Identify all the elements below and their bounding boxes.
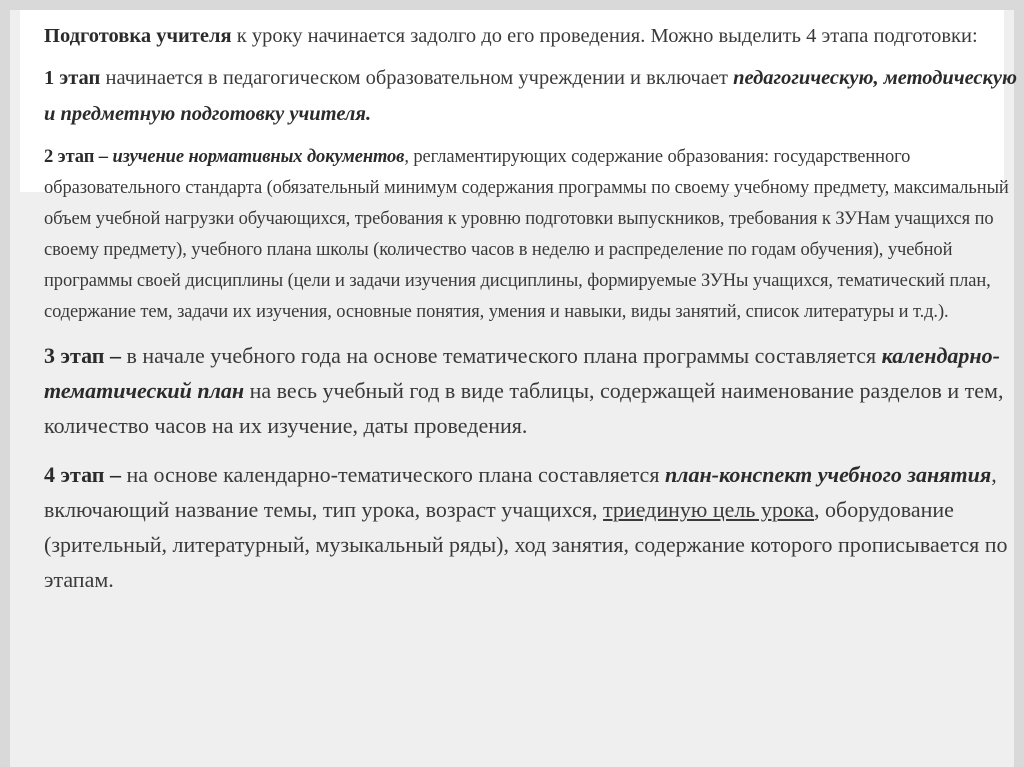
- slide-content: [44, 20, 1019, 597]
- stage1-text: начинается в педагогическом образовательном учреждении и включает: [100, 67, 734, 89]
- stage4-paragraph: [44, 457, 1019, 597]
- stage4-label: 4 этап –: [44, 462, 121, 487]
- stage3-paragraph: [44, 338, 1019, 443]
- stage1-label: 1 этап: [44, 67, 101, 89]
- stage4-text3: , оборудование (зрительный, литературный, музыкальный ряды), ход занятия, содержание которого прописывается по этапам.: [44, 497, 1008, 592]
- intro-bold: Подготовка учителя: [44, 25, 232, 47]
- stage1-paragraph: [44, 60, 1019, 132]
- intro-text: к уроку начинается задолго до его проведения. Можно выделить 4 этапа подготовки:: [231, 25, 978, 47]
- stage2-text: , регламентирующих содержание образования: государственного образовательного стандарта (обязательный минимум содержания программы по своему учебному предмету, максимальный объем учебной нагрузки обучающихся, требования к уровню подготовки выпускников, требования к ЗУНам учащихся по своему предмету), учебного плана школы (количество часов в неделю и распределение по годам обучения), учебной программы своей дисциплины (цели и задачи изучения дисциплины, формируемые ЗУНы учащихся, тематический план, содержание тем, задачи их изучения, основные понятия, умения и навыки, виды занятий, список литературы и т.д.).: [44, 147, 1009, 322]
- stage3-text2: на весь учебный год в виде таблицы, содержащей наименование разделов и тем, количество часов на их изучение, даты проведения.: [44, 378, 1004, 438]
- intro-paragraph: [44, 20, 1019, 52]
- stage3-label: 3 этап –: [44, 343, 121, 368]
- stage2-emphasis: изучение нормативных документов: [112, 147, 405, 167]
- stage3-text1: в начале учебного года на основе тематического плана программы составляется: [120, 343, 882, 368]
- stage2-paragraph: [44, 142, 1019, 328]
- stage4-underlined: триединую цель урока: [603, 497, 815, 522]
- stage3-emphasis: календарно-тематический план: [44, 343, 1000, 403]
- stage4-text1: на основе календарно-тематического плана составляется: [120, 462, 665, 487]
- stage4-text2: , включающий название темы, тип урока, возраст учащихся,: [44, 462, 997, 522]
- stage4-emphasis: план-конспект учебного занятия: [664, 462, 992, 487]
- slide: [10, 10, 1017, 767]
- stage2-label: 2 этап –: [44, 147, 108, 167]
- stage1-emphasis: педагогическую, методическую и предметную подготовку учителя.: [44, 67, 1017, 125]
